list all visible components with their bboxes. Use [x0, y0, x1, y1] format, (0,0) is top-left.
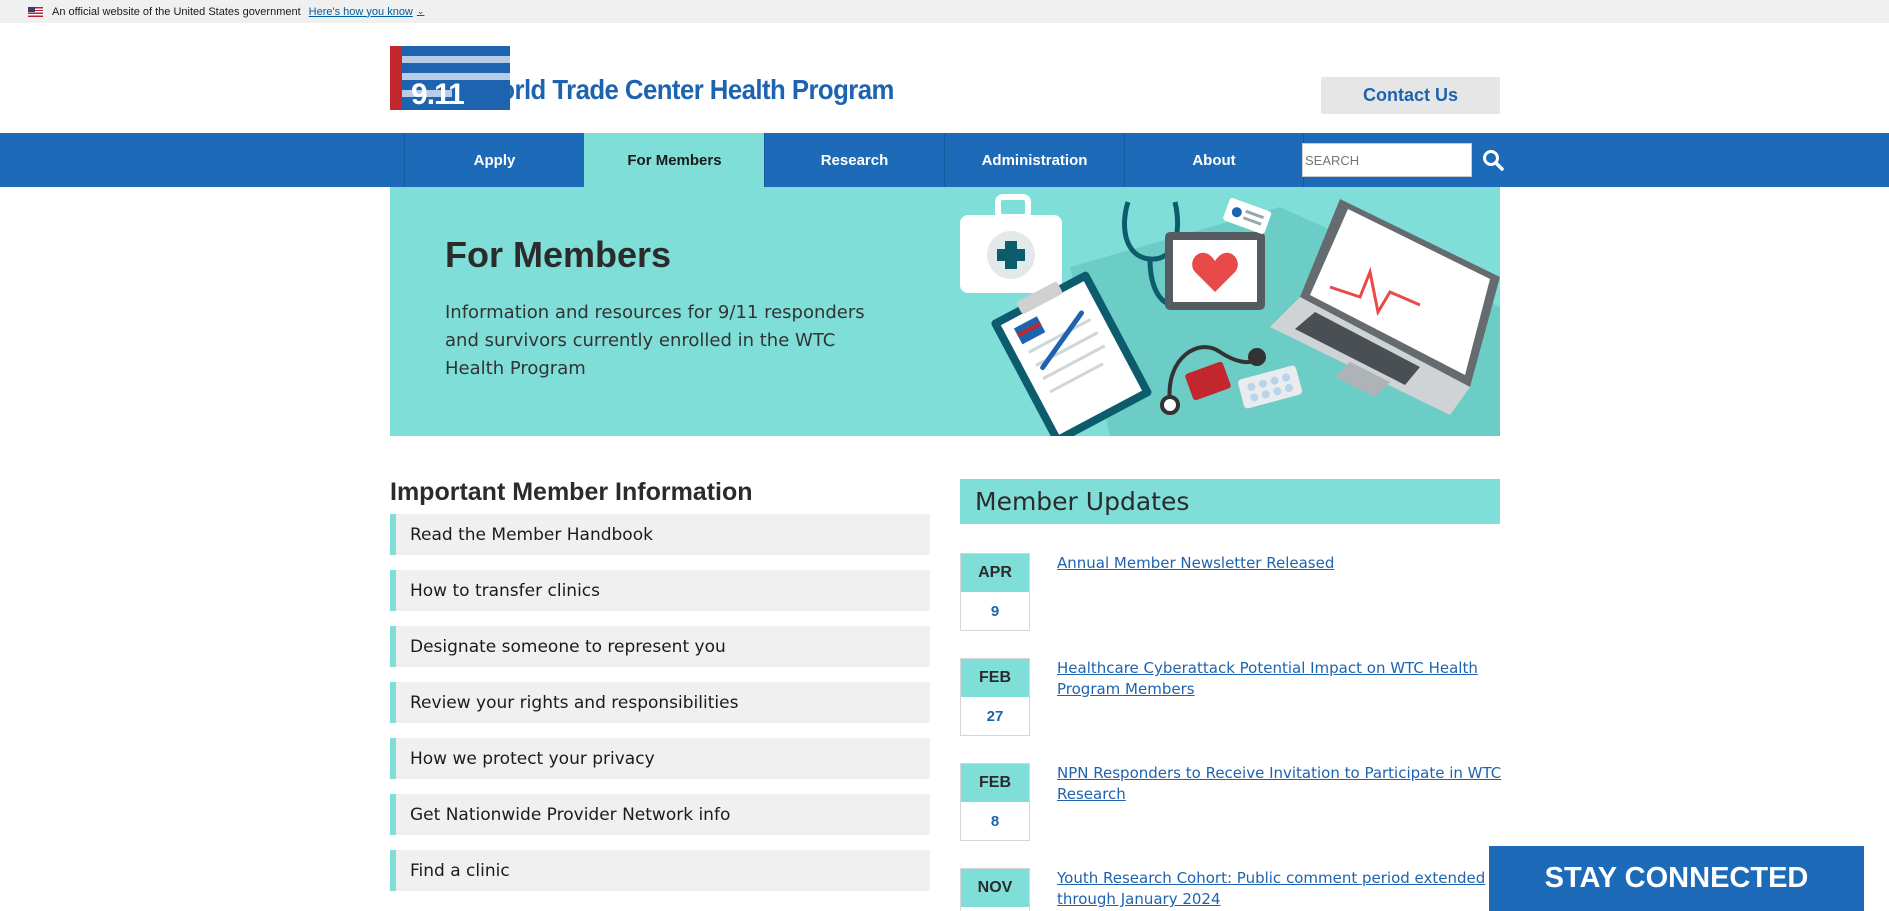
- date-day: 9: [990, 602, 1000, 620]
- gov-banner: [0, 0, 1889, 23]
- date-day: [961, 907, 1029, 911]
- member-updates-heading: Member Updates: [960, 479, 1500, 524]
- info-link-provider-network[interactable]: Get Nationwide Provider Network info: [390, 794, 930, 835]
- medical-illustration: [950, 187, 1500, 436]
- hero-banner: [390, 187, 1500, 436]
- info-link-transfer-clinics[interactable]: How to transfer clinics: [390, 570, 930, 611]
- heres-how-you-know-label: Here's how you know: [308, 5, 413, 18]
- search-input[interactable]: [1302, 143, 1472, 177]
- main-nav: [0, 133, 1889, 187]
- update-link[interactable]: Annual Member Newsletter Released: [1057, 554, 1335, 572]
- info-link-privacy[interactable]: How we protect your privacy: [390, 738, 930, 779]
- date-month: APR: [961, 554, 1029, 592]
- nav-items: [404, 133, 1304, 187]
- hero-description: Information and resources for 9/11 responders and survivors currently enrolled in the WTC Health Program: [445, 302, 865, 379]
- info-link-member-handbook[interactable]: Read the Member Handbook: [390, 514, 930, 555]
- contact-us-button[interactable]: Contact Us: [1321, 77, 1500, 114]
- date-month: FEB: [961, 659, 1029, 697]
- us-flag-icon: [28, 7, 43, 17]
- nav-item-for-members[interactable]: For Members: [584, 133, 764, 187]
- important-info-heading: Important Member Information: [390, 478, 753, 506]
- date-badge: [960, 553, 1030, 631]
- date-month: NOV: [961, 869, 1029, 907]
- logo-program-name: World Trade Center Health Program: [475, 74, 894, 105]
- first-aid-kit-icon: [960, 197, 1062, 293]
- site-logo[interactable]: [390, 46, 930, 110]
- info-link-designate-representative[interactable]: Designate someone to represent you: [390, 626, 930, 667]
- date-badge: [960, 763, 1030, 841]
- important-info-list: [390, 514, 930, 906]
- date-badge: [960, 868, 1030, 911]
- search-button[interactable]: [1478, 145, 1508, 175]
- search-icon: [1481, 148, 1505, 172]
- info-link-find-clinic[interactable]: Find a clinic: [390, 850, 930, 891]
- heres-how-you-know-link[interactable]: [309, 6, 425, 18]
- tablet-heart-icon: [1165, 232, 1265, 310]
- date-month: FEB: [961, 764, 1029, 802]
- logo-number: 9.11: [411, 78, 464, 111]
- update-link[interactable]: NPN Responders to Receive Invitation to Participate in WTC Research: [1057, 764, 1502, 803]
- site-header: [0, 23, 1889, 133]
- chevron-down-icon: ⌄: [416, 6, 425, 16]
- date-badge: [960, 658, 1030, 736]
- update-link[interactable]: Healthcare Cyberattack Potential Impact on WTC Health Program Members: [1057, 659, 1478, 698]
- nav-item-research[interactable]: Research: [764, 133, 944, 187]
- page-title: For Members: [445, 234, 672, 275]
- info-link-rights-responsibilities[interactable]: Review your rights and responsibilities: [390, 682, 930, 723]
- nav-item-apply[interactable]: Apply: [404, 133, 584, 187]
- stay-connected-button[interactable]: STAY CONNECTED: [1489, 846, 1864, 911]
- date-day: 8: [990, 812, 1000, 830]
- date-day: 27: [986, 707, 1004, 725]
- update-link[interactable]: Youth Research Cohort: Public comment period extended through January 2024: [1057, 869, 1486, 908]
- logo-mark: [390, 46, 466, 110]
- gov-banner-text: An official website of the United States government: [52, 5, 301, 18]
- nav-item-administration[interactable]: Administration: [944, 133, 1124, 187]
- nav-item-about[interactable]: About: [1124, 133, 1304, 187]
